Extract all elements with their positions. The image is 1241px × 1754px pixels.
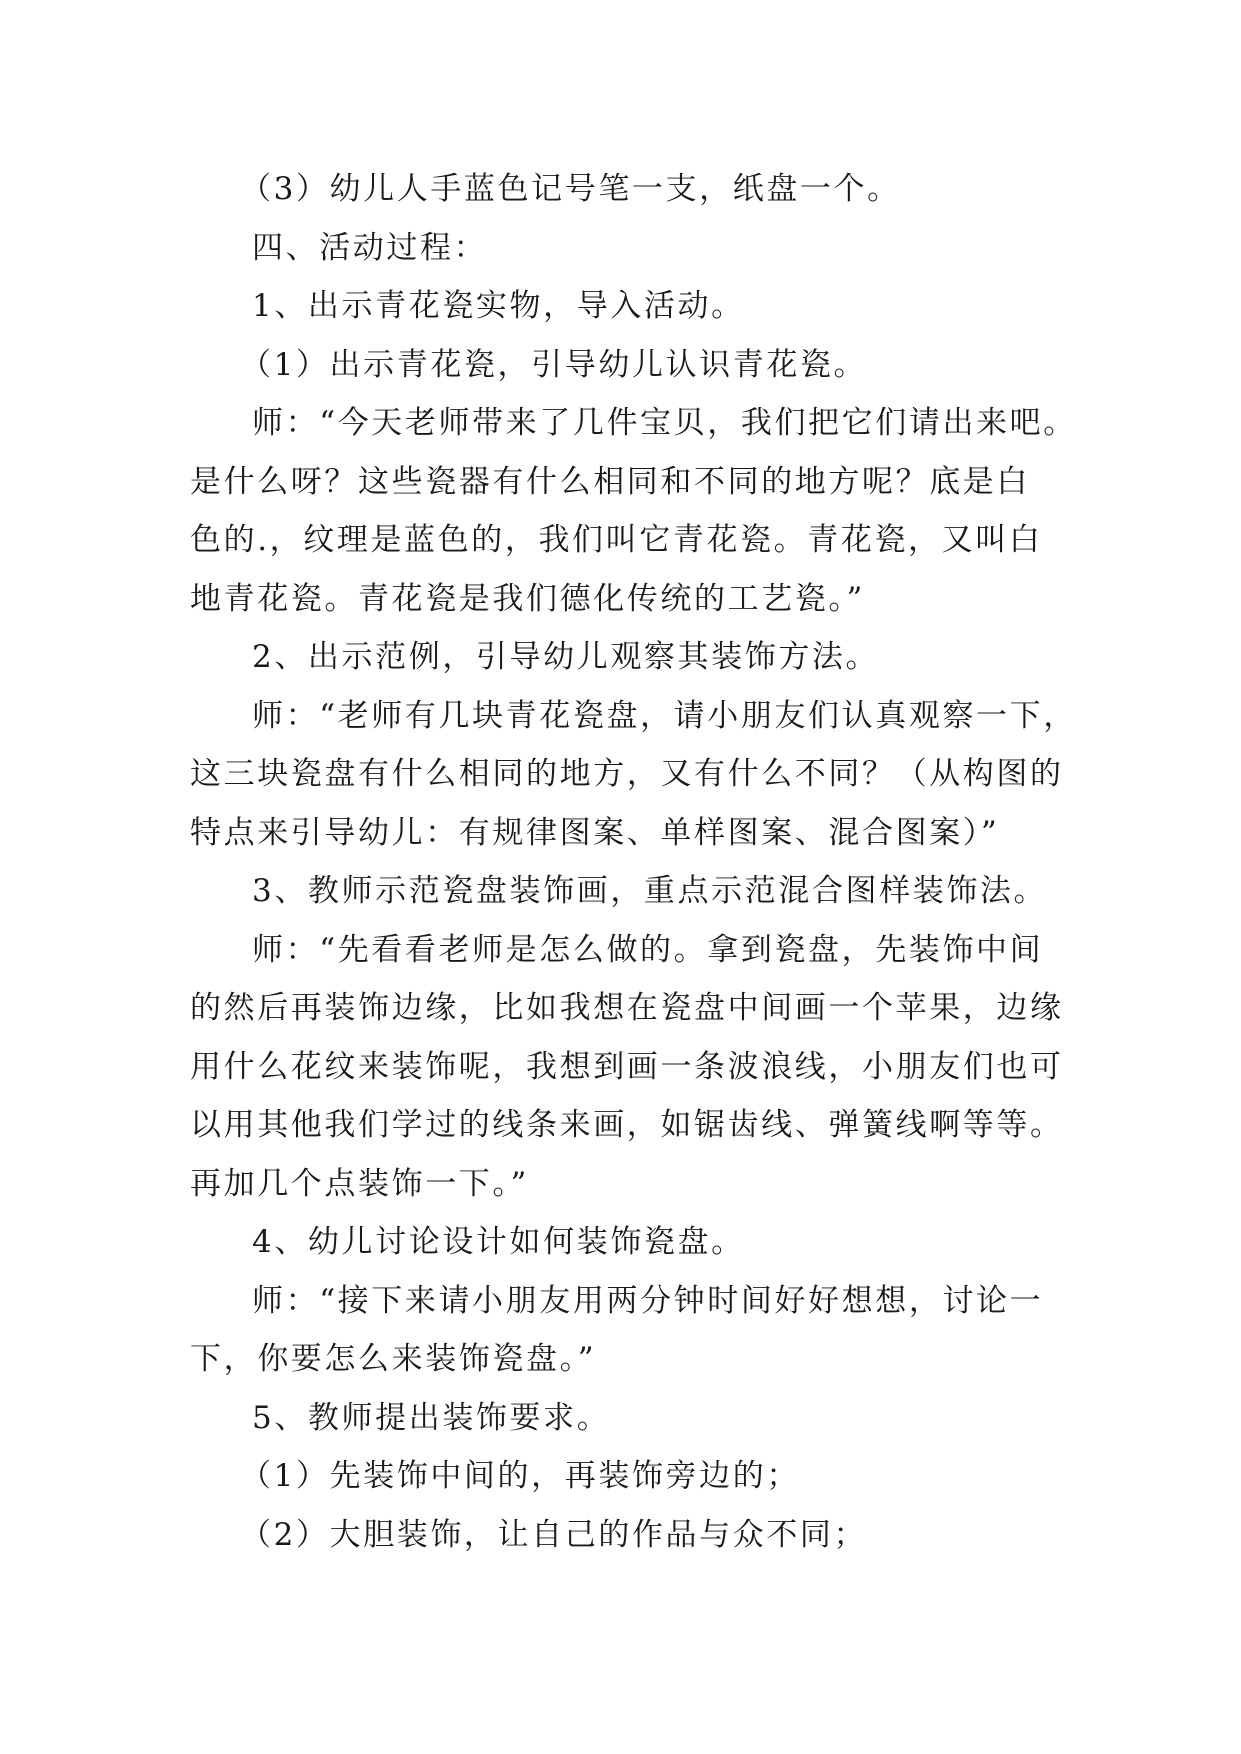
paragraph-line: （3）幼儿人手蓝色记号笔一支，纸盘一个。 [240, 171, 901, 207]
step-heading: 5、教师提出装饰要求。 [252, 1399, 611, 1436]
paragraph-line: 用什么花纹来装饰呢，我想到画一条波浪线，小朋友们也可 [190, 1048, 1064, 1085]
paragraph-line: 再加几个点装饰一下。” [190, 1165, 529, 1202]
step-heading: 4、幼儿讨论设计如何装饰瓷盘。 [252, 1224, 745, 1260]
paragraph-line: 师：“接下来请小朋友用两分钟时间好好想想，讨论一 [252, 1282, 1044, 1319]
paragraph-line: 是什么呀？这些瓷器有什么相同和不同的地方呢？底是白 [190, 463, 1030, 500]
paragraph-line: 地青花瓷。青花瓷是我们德化传统的工艺瓷。” [190, 580, 865, 617]
paragraph-line: 特点来引导幼儿：有规律图案、单样图案、混合图案）” [190, 814, 1000, 851]
step-heading: 1、出示青花瓷实物，导入活动。 [252, 288, 745, 324]
paragraph-line: 下，你要怎么来装饰瓷盘。” [190, 1341, 597, 1377]
paragraph-line: （1）先装饰中间的，再装饰旁边的； [240, 1458, 800, 1494]
section-heading: 四、活动过程： [252, 229, 488, 266]
paragraph-line: （1）出示青花瓷，引导幼儿认识青花瓷。 [240, 346, 868, 383]
paragraph-line: （2）大胆装饰，让自己的作品与众不同； [240, 1516, 868, 1553]
step-heading: 3、教师示范瓷盘装饰画，重点示范混合图样装饰法。 [252, 873, 1048, 909]
paragraph-line: 师：“先看看老师是怎么做的。拿到瓷盘，先装饰中间 [252, 931, 1044, 968]
paragraph-line: 以用其他我们学过的线条来画，如锯齿线、弹簧线啊等等。 [190, 1107, 1064, 1143]
paragraph-line: 的然后再装饰边缘，比如我想在瓷盘中间画一个苹果，边缘 [190, 990, 1064, 1026]
document-body [190, 160, 1077, 1564]
step-heading: 2、出示范例，引导幼儿观察其装饰方法。 [252, 639, 880, 675]
paragraph-line: 师：“老师有几块青花瓷盘，请小朋友们认真观察一下， [252, 697, 1077, 734]
paragraph-line: 色的.，纹理是蓝色的，我们叫它青花瓷。青花瓷，又叫白 [190, 522, 1043, 558]
paragraph-line: 这三块瓷盘有什么相同的地方，又有什么不同？（从构图的 [190, 756, 1064, 792]
paragraph-line: 师：“今天老师带来了几件宝贝，我们把它们请出来吧。 [252, 405, 1077, 441]
